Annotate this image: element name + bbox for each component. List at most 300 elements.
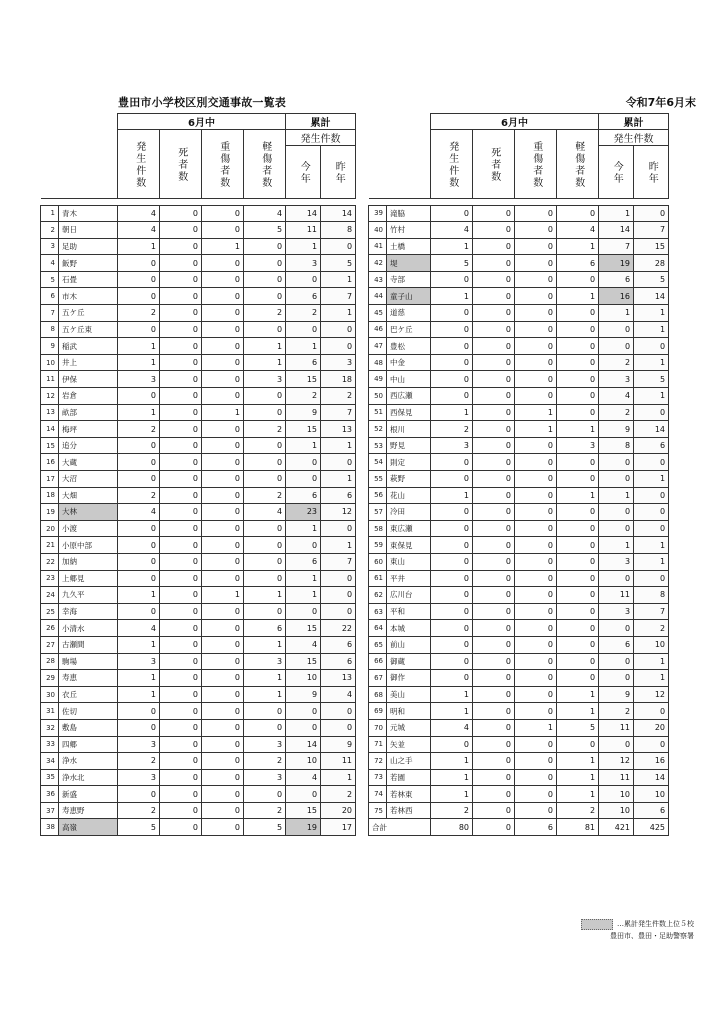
header-incidents: 発生件数: [431, 130, 473, 199]
deaths-cell: 0: [473, 636, 515, 653]
minor-cell: 0: [557, 504, 599, 521]
deaths-cell: 0: [160, 305, 202, 322]
deaths-cell: 0: [160, 454, 202, 471]
minor-cell: 0: [557, 321, 599, 338]
school-name: 敷島: [59, 719, 118, 736]
header-cum-sub: 発生件数: [599, 130, 669, 146]
serious-cell: 0: [202, 753, 244, 770]
serious-cell: 0: [515, 271, 557, 288]
incidents-cell: 2: [118, 421, 160, 438]
header-this-year: 今年: [286, 146, 321, 199]
serious-cell: 0: [202, 636, 244, 653]
incidents-cell: 1: [118, 354, 160, 371]
minor-cell: 1: [557, 769, 599, 786]
table-row: [369, 354, 669, 371]
minor-cell: 0: [244, 570, 286, 587]
serious-cell: 0: [202, 719, 244, 736]
serious-cell: 0: [515, 769, 557, 786]
serious-cell: 0: [202, 487, 244, 504]
this-year-cell: 0: [599, 653, 634, 670]
table-row: [41, 288, 356, 305]
table-row: [41, 305, 356, 322]
this-year-cell: 7: [599, 238, 634, 255]
serious-cell: 0: [515, 620, 557, 637]
serious-cell: 0: [515, 238, 557, 255]
legend-text: …累計発生件数上位５校: [617, 920, 694, 928]
last-year-cell: 16: [634, 753, 669, 770]
incidents-cell: 2: [118, 753, 160, 770]
table-row: [41, 703, 356, 720]
incidents-cell: 1: [118, 636, 160, 653]
this-year-cell: 2: [286, 305, 321, 322]
header-last-year: 昨年: [634, 146, 669, 199]
row-number: 62: [369, 587, 387, 604]
incidents-cell: 0: [431, 520, 473, 537]
header-serious: 重傷者数: [202, 130, 244, 199]
table-row: [369, 454, 669, 471]
table-row: [369, 404, 669, 421]
this-year-cell: 6: [599, 271, 634, 288]
row-number: 2: [41, 222, 59, 239]
incidents-cell: 3: [118, 769, 160, 786]
table-row: [41, 603, 356, 620]
right-table-header: [369, 114, 669, 206]
row-number: 72: [369, 753, 387, 770]
minor-cell: 0: [557, 471, 599, 488]
school-name: 岩倉: [59, 388, 118, 405]
serious-cell: 0: [202, 819, 244, 836]
incidents-cell: 0: [431, 338, 473, 355]
deaths-cell: 0: [473, 222, 515, 239]
row-number: 12: [41, 388, 59, 405]
deaths-cell: 0: [473, 388, 515, 405]
deaths-cell: 0: [160, 603, 202, 620]
deaths-cell: 0: [160, 769, 202, 786]
row-number: 33: [41, 736, 59, 753]
table-row: [369, 487, 669, 504]
table-row: [369, 222, 669, 239]
minor-cell: 2: [244, 753, 286, 770]
minor-cell: 6: [557, 255, 599, 272]
deaths-cell: 0: [473, 321, 515, 338]
table-row: [369, 553, 669, 570]
incidents-cell: 0: [431, 587, 473, 604]
minor-cell: 1: [557, 703, 599, 720]
serious-cell: 0: [515, 686, 557, 703]
serious-cell: 0: [515, 570, 557, 587]
last-year-cell: 1: [634, 653, 669, 670]
school-name: 東広瀬: [387, 520, 431, 537]
school-name: 寿恵野: [59, 802, 118, 819]
last-year-cell: 2: [321, 786, 356, 803]
deaths-cell: 0: [160, 719, 202, 736]
school-name: 根川: [387, 421, 431, 438]
this-year-cell: 0: [599, 454, 634, 471]
school-name: 豊松: [387, 338, 431, 355]
school-name: 中金: [387, 354, 431, 371]
serious-cell: 0: [515, 670, 557, 687]
source-text: 豊田市、豊田・足助警察署: [610, 932, 694, 940]
header-deaths: 死者数: [473, 130, 515, 199]
minor-cell: 0: [557, 388, 599, 405]
serious-cell: 0: [515, 388, 557, 405]
row-number: 73: [369, 769, 387, 786]
last-year-cell: 11: [321, 753, 356, 770]
last-year-cell: 1: [634, 670, 669, 687]
last-year-cell: 13: [321, 421, 356, 438]
minor-cell: 0: [557, 305, 599, 322]
last-year-cell: 10: [634, 636, 669, 653]
minor-cell: 4: [244, 205, 286, 222]
this-year-cell: 0: [286, 719, 321, 736]
serious-cell: 0: [202, 471, 244, 488]
deaths-cell: 0: [473, 520, 515, 537]
serious-cell: 0: [515, 255, 557, 272]
incidents-cell: 4: [118, 620, 160, 637]
this-year-cell: 1: [599, 305, 634, 322]
minor-cell: 0: [557, 205, 599, 222]
this-year-cell: 1: [286, 520, 321, 537]
table-row: [369, 537, 669, 554]
header-deaths: 死者数: [160, 130, 202, 199]
this-year-cell: 0: [286, 537, 321, 554]
school-name: 追分: [59, 437, 118, 454]
incidents-cell: 1: [431, 404, 473, 421]
serious-cell: 0: [515, 504, 557, 521]
last-year-cell: 1: [634, 471, 669, 488]
table-row: [41, 653, 356, 670]
serious-cell: 0: [202, 271, 244, 288]
incidents-cell: 4: [118, 205, 160, 222]
table-row: [369, 769, 669, 786]
row-number: 22: [41, 553, 59, 570]
deaths-cell: 0: [473, 620, 515, 637]
school-name: 上郷見: [59, 570, 118, 587]
row-number: 69: [369, 703, 387, 720]
row-number: 57: [369, 504, 387, 521]
last-year-cell: 1: [634, 354, 669, 371]
school-name: 滝脇: [387, 205, 431, 222]
last-year-cell: 0: [634, 205, 669, 222]
minor-cell: 0: [557, 553, 599, 570]
minor-cell: 1: [244, 354, 286, 371]
incidents-cell: 0: [431, 321, 473, 338]
serious-cell: 0: [202, 537, 244, 554]
minor-cell: 0: [557, 371, 599, 388]
serious-cell: 1: [202, 404, 244, 421]
school-name: 西保見: [387, 404, 431, 421]
total-label: 合計: [369, 819, 431, 836]
minor-cell: 0: [557, 636, 599, 653]
school-name: 五ケ丘: [59, 305, 118, 322]
last-year-cell: 6: [321, 653, 356, 670]
serious-cell: 1: [202, 238, 244, 255]
row-number: 44: [369, 288, 387, 305]
this-year-cell: 3: [599, 553, 634, 570]
row-number: 19: [41, 504, 59, 521]
row-number: 75: [369, 802, 387, 819]
school-name: 若林西: [387, 802, 431, 819]
row-number: 55: [369, 471, 387, 488]
minor-cell: 0: [244, 520, 286, 537]
minor-cell: 0: [557, 620, 599, 637]
serious-cell: 0: [202, 504, 244, 521]
table-row: [369, 719, 669, 736]
deaths-cell: 0: [160, 587, 202, 604]
row-number: 20: [41, 520, 59, 537]
this-year-cell: 0: [599, 471, 634, 488]
row-number: 23: [41, 570, 59, 587]
table-row: [41, 504, 356, 521]
last-year-cell: 28: [634, 255, 669, 272]
legend-swatch: [581, 919, 613, 930]
incidents-cell: 0: [431, 205, 473, 222]
incidents-cell: 1: [118, 587, 160, 604]
minor-cell: 1: [244, 670, 286, 687]
school-name: 広川台: [387, 587, 431, 604]
row-number: 45: [369, 305, 387, 322]
serious-cell: 0: [515, 471, 557, 488]
row-number: 25: [41, 603, 59, 620]
serious-cell: 0: [515, 736, 557, 753]
school-name: 寺部: [387, 271, 431, 288]
incidents-cell: 0: [118, 786, 160, 803]
school-name: 御蔵: [387, 653, 431, 670]
last-year-cell: 0: [634, 487, 669, 504]
deaths-cell: 0: [160, 620, 202, 637]
left-accident-table: [40, 113, 356, 836]
last-year-cell: 0: [634, 404, 669, 421]
this-year-cell: 2: [599, 703, 634, 720]
document-title: 豊田市小学校区別交通事故一覧表: [118, 96, 286, 109]
incidents-cell: 0: [118, 255, 160, 272]
this-year-cell: 2: [286, 388, 321, 405]
table-row: [369, 620, 669, 637]
serious-cell: 0: [202, 437, 244, 454]
last-year-cell: 20: [321, 802, 356, 819]
incidents-cell: 1: [431, 238, 473, 255]
serious-cell: 0: [202, 371, 244, 388]
left-table-header: [41, 114, 356, 206]
this-year-cell: 6: [286, 553, 321, 570]
last-year-cell: 0: [321, 321, 356, 338]
deaths-cell: 0: [160, 686, 202, 703]
last-year-cell: 7: [321, 288, 356, 305]
school-name: 駒場: [59, 653, 118, 670]
incidents-cell: 2: [431, 421, 473, 438]
header-month: 6月中: [431, 114, 599, 130]
deaths-cell: 0: [473, 504, 515, 521]
row-number: 17: [41, 471, 59, 488]
last-year-cell: 1: [321, 305, 356, 322]
serious-cell: 0: [202, 222, 244, 239]
incidents-cell: 5: [118, 819, 160, 836]
last-year-cell: 0: [634, 454, 669, 471]
serious-cell: 0: [202, 570, 244, 587]
minor-cell: 1: [557, 753, 599, 770]
school-name: 衣丘: [59, 686, 118, 703]
header-cum-sub: 発生件数: [286, 130, 356, 146]
deaths-cell: 0: [160, 205, 202, 222]
right-accident-table: [368, 113, 669, 836]
deaths-cell: 0: [473, 587, 515, 604]
deaths-cell: 0: [160, 238, 202, 255]
this-year-cell: 14: [599, 222, 634, 239]
deaths-cell: 0: [160, 222, 202, 239]
this-year-cell: 11: [599, 769, 634, 786]
school-name: 市木: [59, 288, 118, 305]
table-row: [369, 570, 669, 587]
table-row: [41, 271, 356, 288]
school-name: 飯野: [59, 255, 118, 272]
deaths-cell: 0: [473, 487, 515, 504]
school-name: 佐切: [59, 703, 118, 720]
table-row: [41, 471, 356, 488]
serious-cell: 1: [515, 421, 557, 438]
last-year-cell: 7: [634, 222, 669, 239]
row-number: 7: [41, 305, 59, 322]
last-year-cell: 1: [321, 471, 356, 488]
serious-cell: 0: [202, 321, 244, 338]
this-year-cell: 10: [599, 786, 634, 803]
table-row: [369, 786, 669, 803]
incidents-cell: 0: [118, 388, 160, 405]
serious-cell: 0: [515, 653, 557, 670]
serious-cell: 1: [515, 719, 557, 736]
table-row: [369, 603, 669, 620]
row-number: 21: [41, 537, 59, 554]
school-name: 加納: [59, 553, 118, 570]
table-row: [41, 388, 356, 405]
minor-cell: 0: [557, 404, 599, 421]
this-year-cell: 0: [599, 670, 634, 687]
deaths-cell: 0: [473, 305, 515, 322]
school-name: 平井: [387, 570, 431, 587]
header-last-year: 昨年: [321, 146, 356, 199]
row-number: 48: [369, 354, 387, 371]
incidents-cell: 0: [431, 620, 473, 637]
incidents-cell: 1: [118, 338, 160, 355]
incidents-cell: 3: [118, 371, 160, 388]
header-this-year: 今年: [599, 146, 634, 199]
table-row: [41, 570, 356, 587]
row-number: 29: [41, 670, 59, 687]
serious-cell: 0: [202, 653, 244, 670]
last-year-cell: 7: [321, 404, 356, 421]
last-year-cell: 10: [634, 786, 669, 803]
total-serious: 6: [515, 819, 557, 836]
total-minor: 81: [557, 819, 599, 836]
serious-cell: 0: [515, 553, 557, 570]
header-incidents: 発生件数: [118, 130, 160, 199]
school-name: 萩野: [387, 471, 431, 488]
row-number: 4: [41, 255, 59, 272]
minor-cell: 0: [244, 719, 286, 736]
row-number: 37: [41, 802, 59, 819]
last-year-cell: 0: [634, 338, 669, 355]
minor-cell: 1: [557, 288, 599, 305]
deaths-cell: 0: [473, 371, 515, 388]
deaths-cell: 0: [473, 719, 515, 736]
last-year-cell: 1: [321, 437, 356, 454]
deaths-cell: 0: [160, 736, 202, 753]
incidents-cell: 4: [118, 504, 160, 521]
last-year-cell: 3: [321, 354, 356, 371]
serious-cell: 0: [515, 222, 557, 239]
row-number: 70: [369, 719, 387, 736]
school-name: 幸海: [59, 603, 118, 620]
deaths-cell: 0: [473, 802, 515, 819]
table-row: [369, 670, 669, 687]
minor-cell: 1: [244, 338, 286, 355]
last-year-cell: 0: [634, 520, 669, 537]
table-row: [41, 338, 356, 355]
row-number: 52: [369, 421, 387, 438]
row-number: 46: [369, 321, 387, 338]
this-year-cell: 1: [286, 437, 321, 454]
minor-cell: 0: [557, 354, 599, 371]
minor-cell: 0: [557, 587, 599, 604]
incidents-cell: 4: [431, 719, 473, 736]
last-year-cell: 0: [321, 587, 356, 604]
serious-cell: 0: [202, 802, 244, 819]
table-row: [41, 354, 356, 371]
incidents-cell: 0: [118, 454, 160, 471]
table-row: [41, 769, 356, 786]
incidents-cell: 1: [431, 288, 473, 305]
serious-cell: 1: [515, 404, 557, 421]
deaths-cell: 0: [160, 471, 202, 488]
last-year-cell: 1: [321, 537, 356, 554]
school-name: 稲武: [59, 338, 118, 355]
incidents-cell: 0: [431, 354, 473, 371]
deaths-cell: 0: [160, 404, 202, 421]
row-number: 61: [369, 570, 387, 587]
last-year-cell: 0: [321, 719, 356, 736]
incidents-cell: 1: [431, 769, 473, 786]
footnote: [581, 918, 694, 942]
last-year-cell: 1: [634, 305, 669, 322]
this-year-cell: 19: [286, 819, 321, 836]
this-year-cell: 15: [286, 421, 321, 438]
header-minor: 軽傷者数: [244, 130, 286, 199]
deaths-cell: 0: [160, 819, 202, 836]
this-year-cell: 1: [599, 487, 634, 504]
table-row: [369, 802, 669, 819]
serious-cell: 0: [515, 321, 557, 338]
minor-cell: 0: [244, 321, 286, 338]
minor-cell: 2: [244, 421, 286, 438]
minor-cell: 3: [244, 653, 286, 670]
minor-cell: 0: [244, 288, 286, 305]
incidents-cell: 1: [431, 487, 473, 504]
minor-cell: 0: [244, 238, 286, 255]
table-row: [369, 471, 669, 488]
school-name: 九久平: [59, 587, 118, 604]
last-year-cell: 0: [321, 520, 356, 537]
last-year-cell: 1: [634, 553, 669, 570]
header-minor: 軽傷者数: [557, 130, 599, 199]
this-year-cell: 0: [286, 321, 321, 338]
deaths-cell: 0: [160, 288, 202, 305]
deaths-cell: 0: [160, 653, 202, 670]
table-row: [41, 238, 356, 255]
minor-cell: 3: [244, 371, 286, 388]
incidents-cell: 3: [431, 437, 473, 454]
row-number: 10: [41, 354, 59, 371]
deaths-cell: 0: [160, 388, 202, 405]
table-row: [41, 802, 356, 819]
